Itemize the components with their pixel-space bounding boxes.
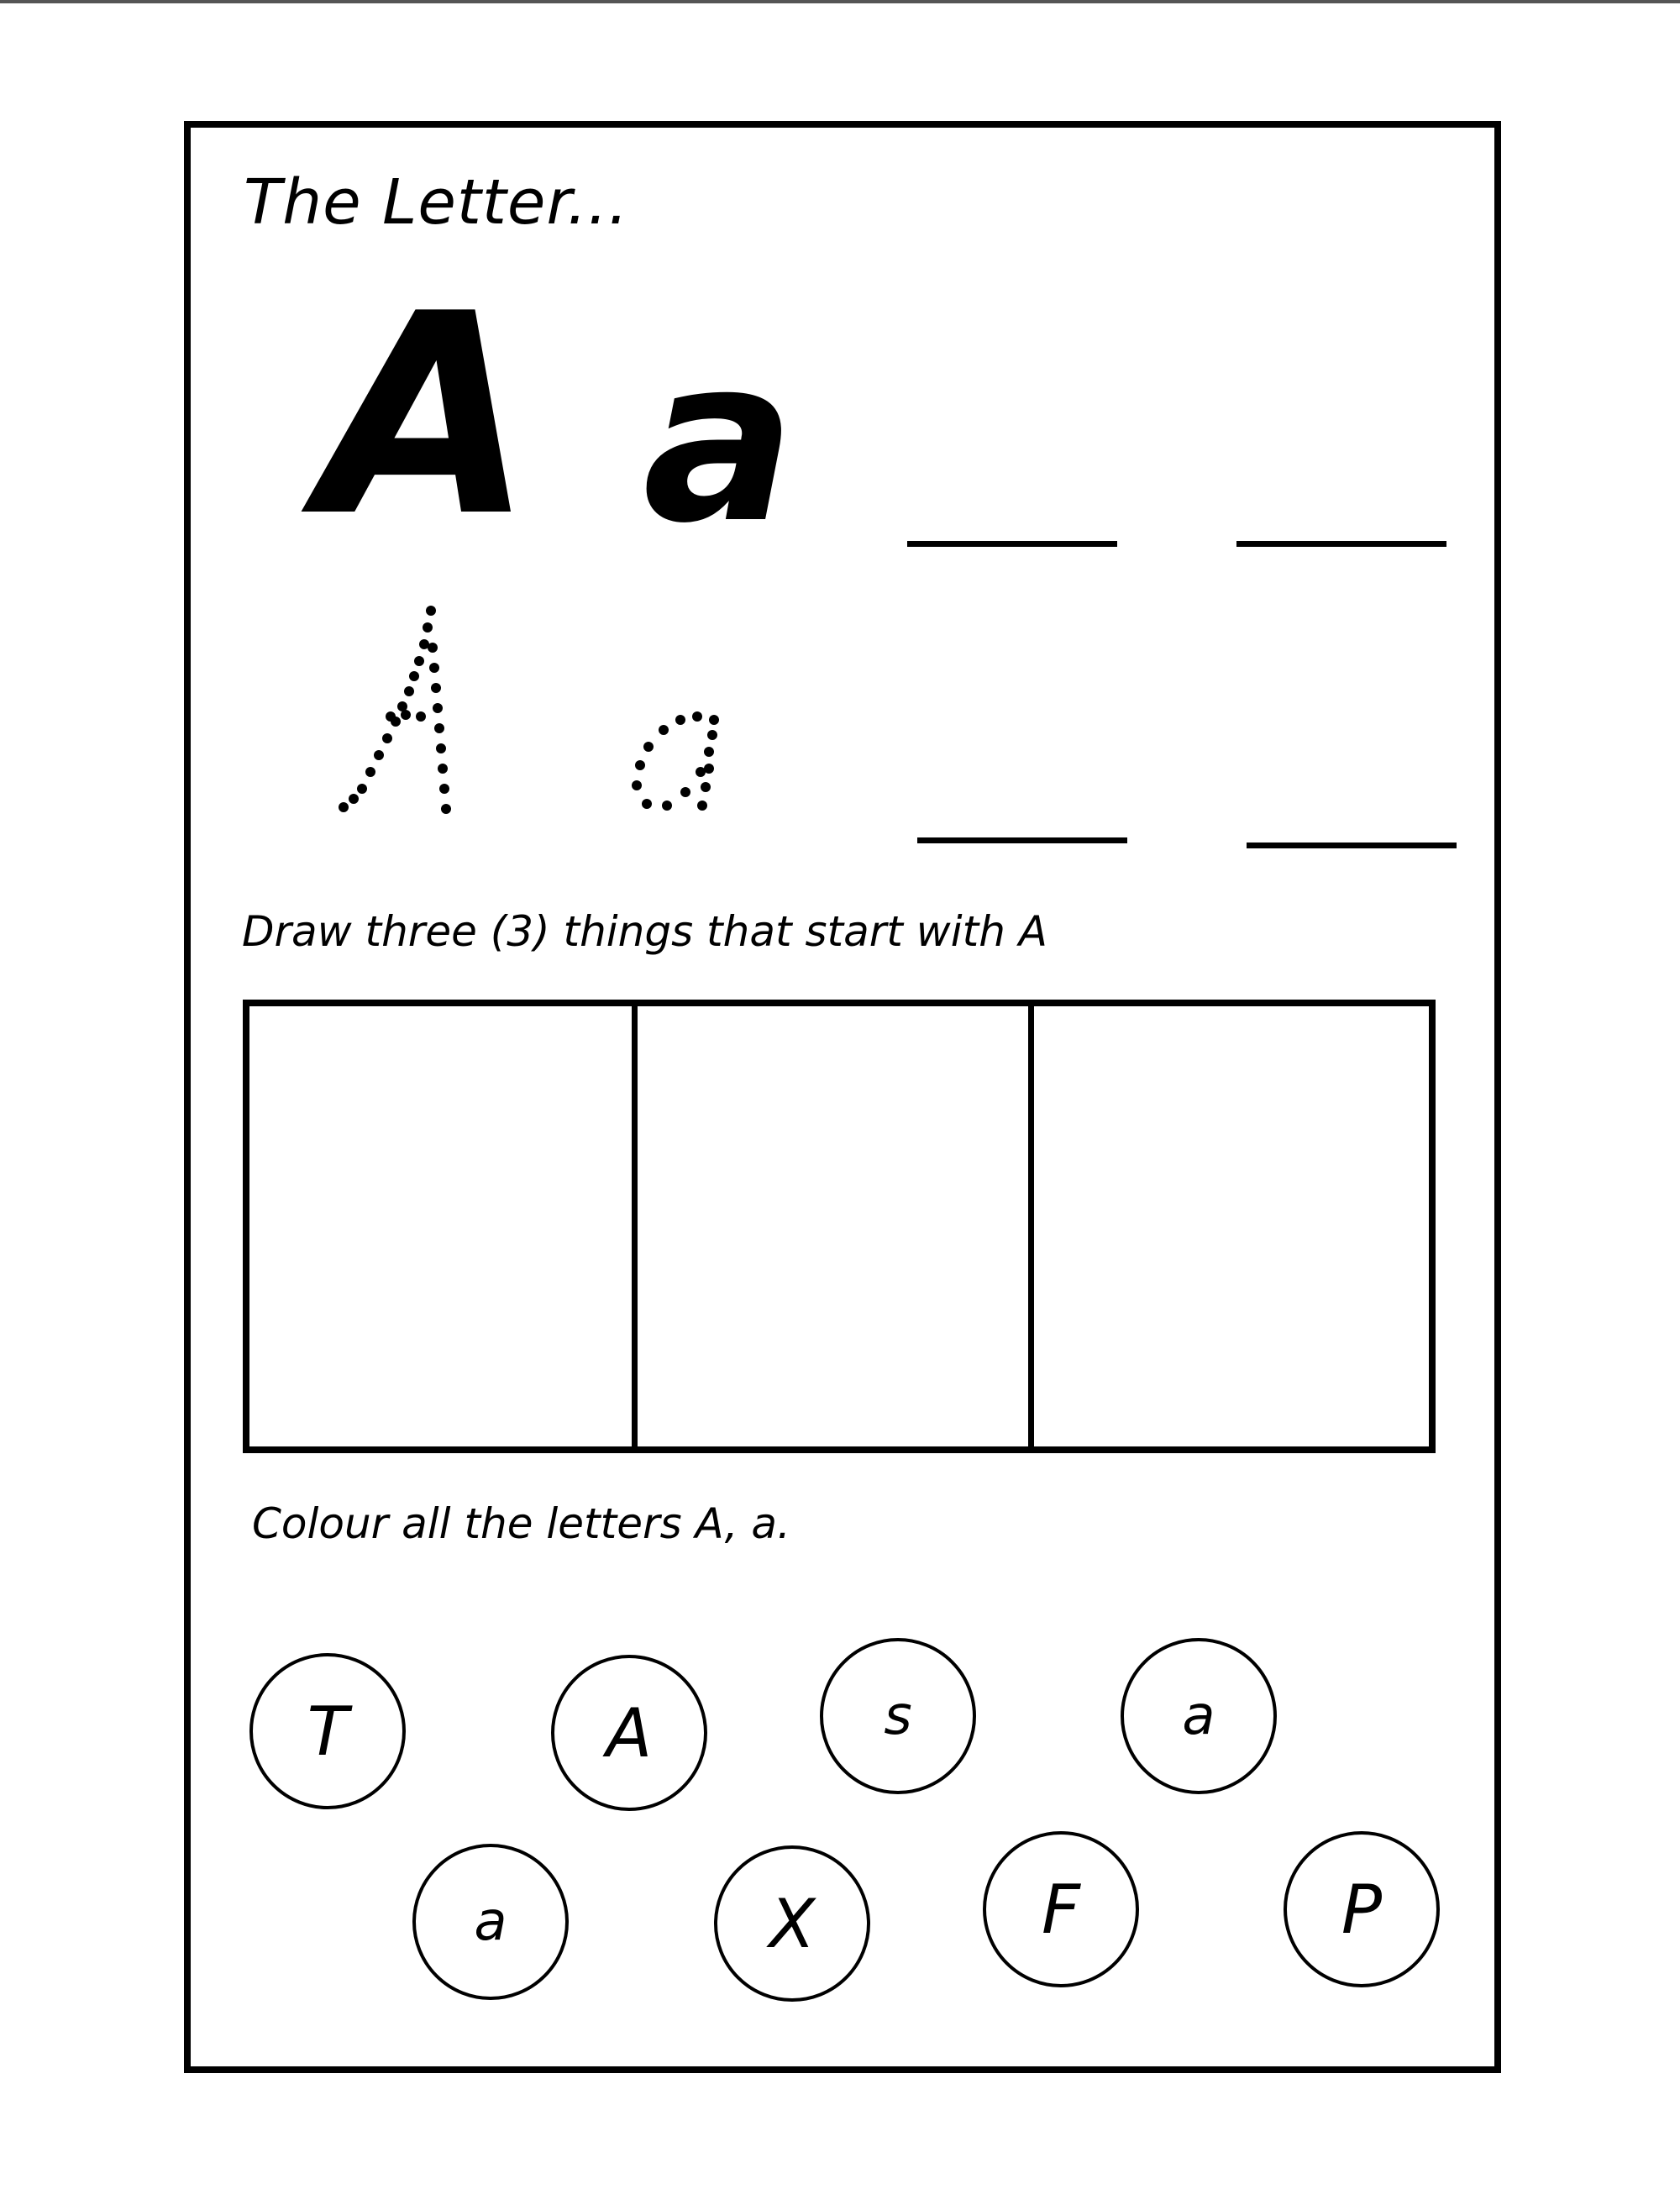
draw-instruction: Draw three (3) things that start with A bbox=[242, 907, 1047, 956]
letter-bubble-1[interactable]: T bbox=[249, 1653, 406, 1809]
model-letter-lowercase: a bbox=[643, 308, 796, 573]
letter-bubble-2[interactable]: A bbox=[551, 1655, 707, 1811]
drawing-box-3[interactable] bbox=[1034, 1006, 1429, 1446]
letter-bubble-8[interactable]: P bbox=[1284, 1831, 1440, 1987]
writing-line-2[interactable] bbox=[1236, 541, 1446, 547]
letter-bubble-3[interactable]: s bbox=[820, 1638, 976, 1794]
letter-bubble-5[interactable]: a bbox=[412, 1844, 569, 2000]
letter-bubble-4[interactable]: a bbox=[1121, 1638, 1277, 1794]
writing-line-1[interactable] bbox=[907, 541, 1117, 547]
drawing-box-2[interactable] bbox=[638, 1006, 1034, 1446]
colour-instruction: Colour all the letters A, a. bbox=[252, 1499, 790, 1548]
letter-bubble-6[interactable]: X bbox=[714, 1845, 870, 2002]
writing-line-4[interactable] bbox=[1247, 843, 1457, 848]
letter-bubble-7[interactable]: F bbox=[983, 1831, 1139, 1987]
worksheet-title: The Letter... bbox=[244, 166, 629, 239]
drawing-box-1[interactable] bbox=[249, 1006, 638, 1446]
model-letter-uppercase: A bbox=[319, 255, 534, 577]
writing-line-3[interactable] bbox=[917, 837, 1127, 843]
page-top-rule bbox=[0, 0, 1680, 3]
tracing-letter-uppercase[interactable] bbox=[332, 601, 466, 819]
tracing-letter-lowercase[interactable] bbox=[622, 710, 731, 819]
drawing-boxes bbox=[243, 1000, 1436, 1453]
